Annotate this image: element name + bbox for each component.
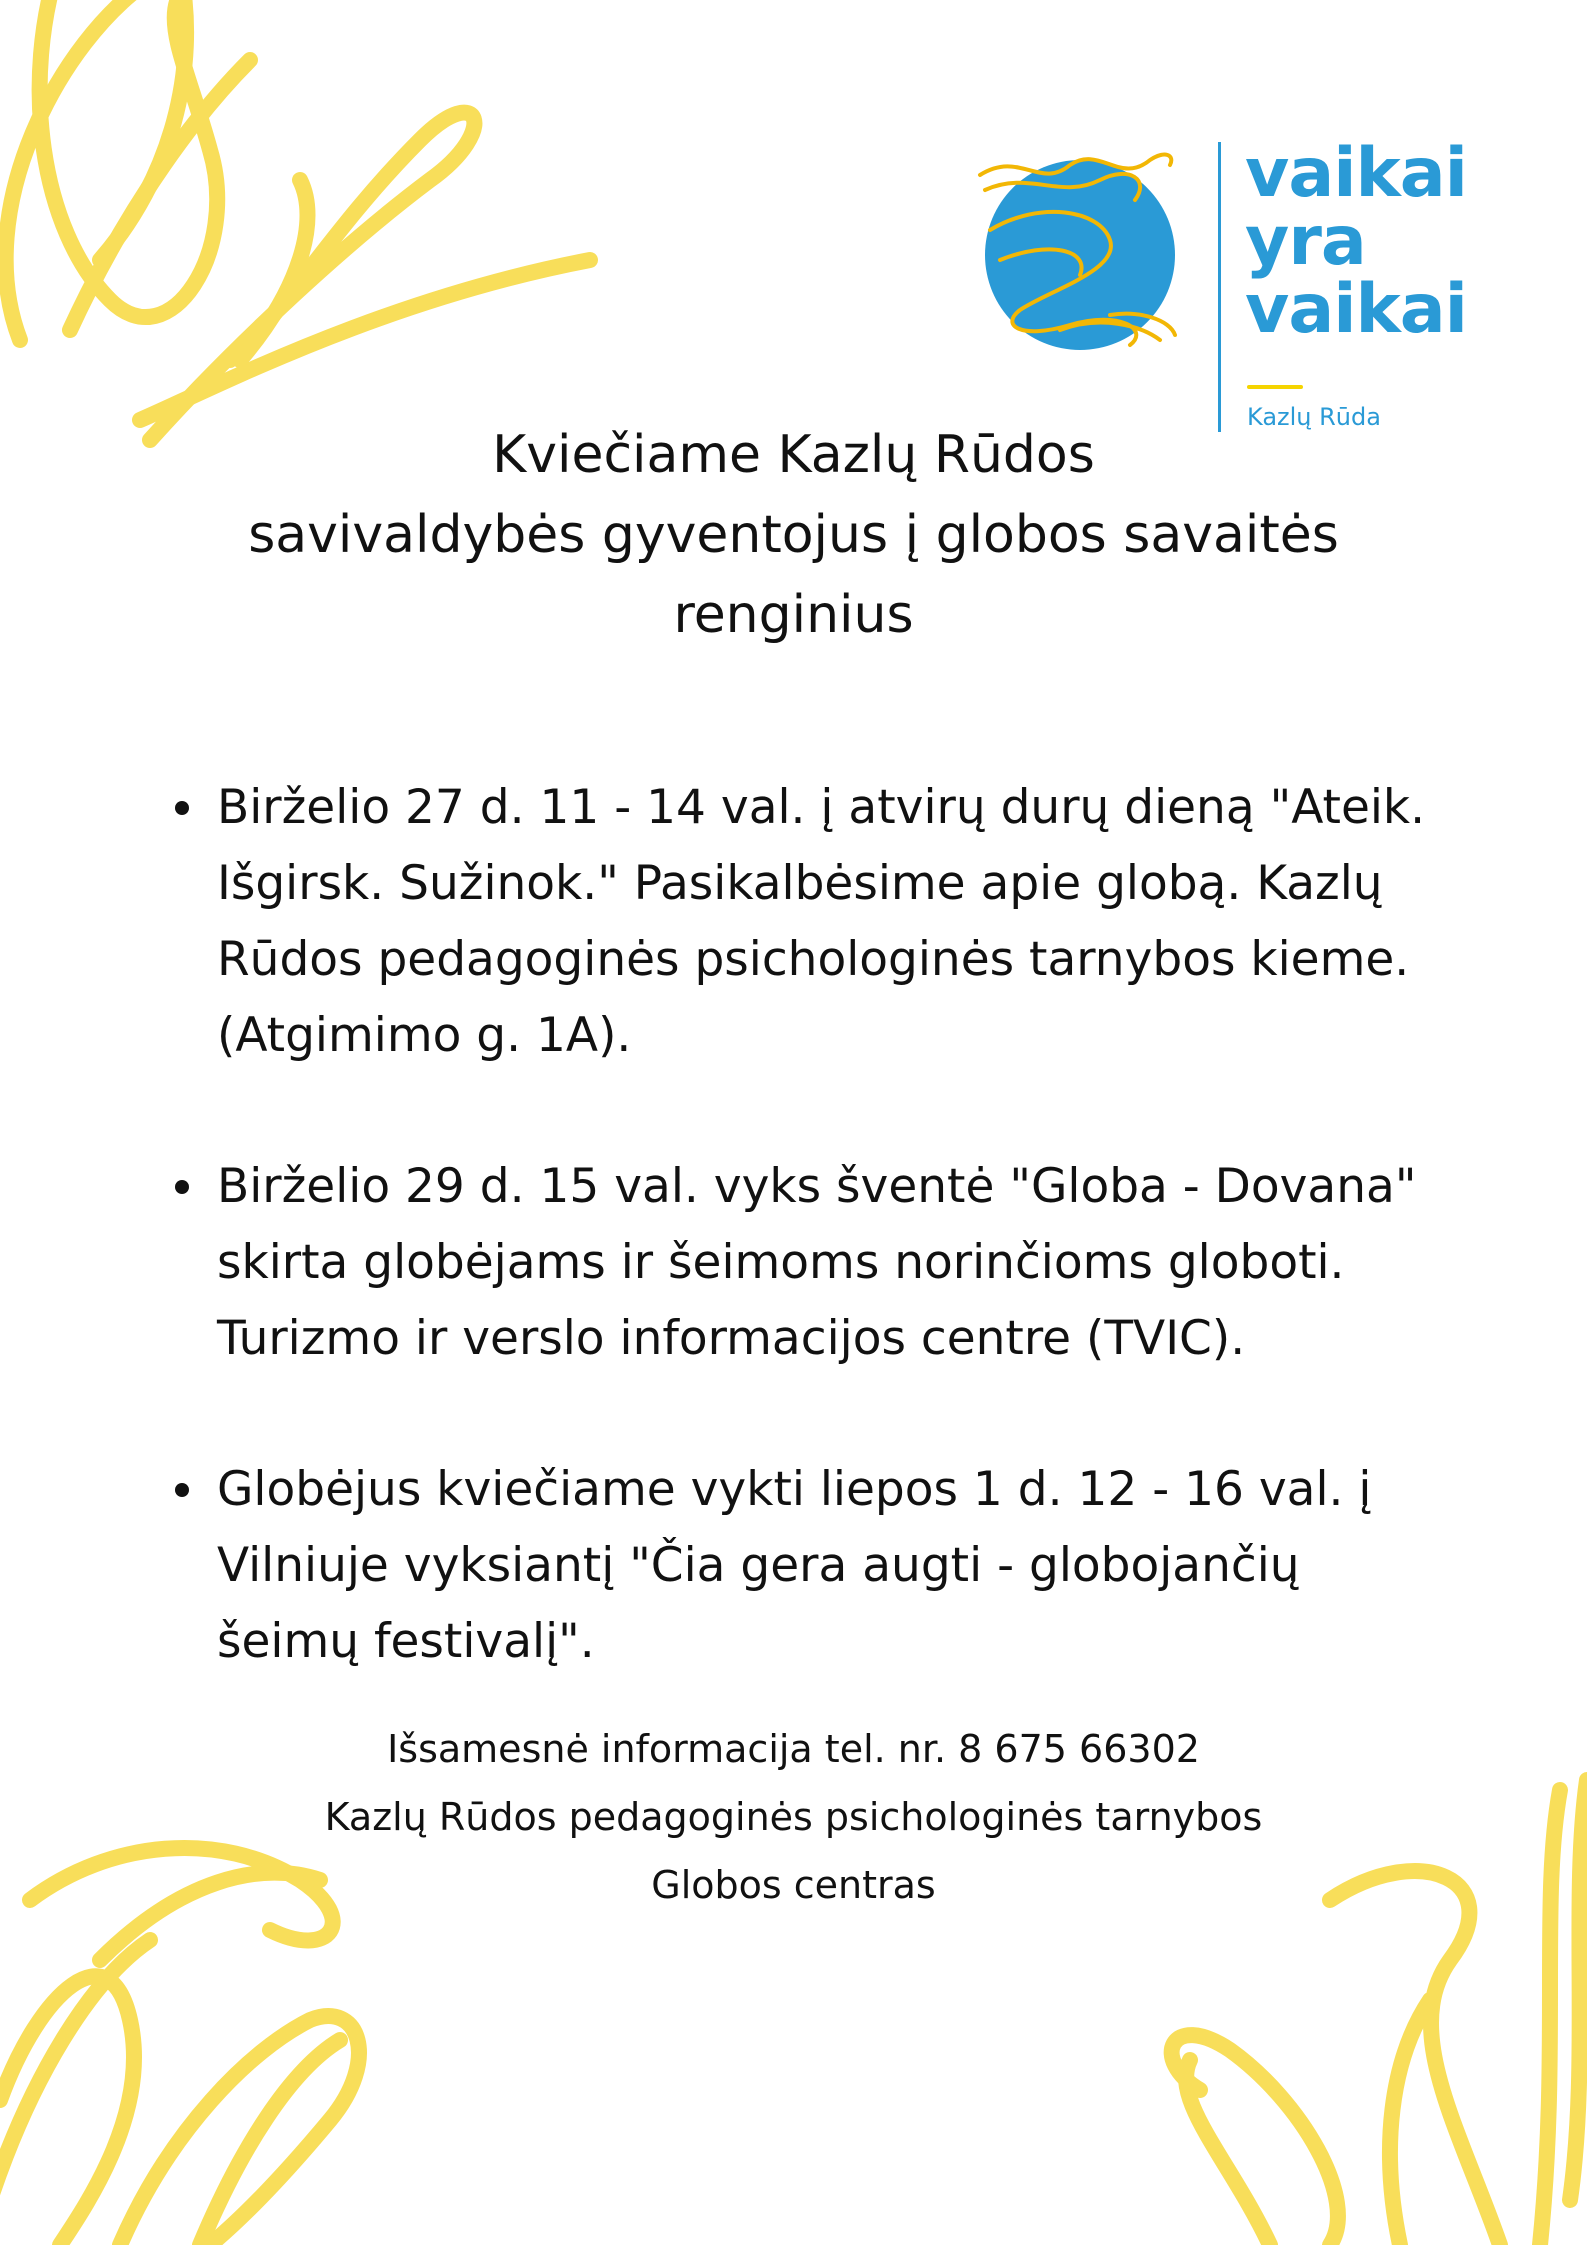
events-list	[175, 770, 1470, 1680]
list-item	[175, 1149, 1470, 1377]
title-line: Kviečiame Kazlų Rūdos	[492, 425, 1095, 485]
title-line: savivaldybės gyventojus į globos savaitės	[248, 505, 1339, 565]
contact-footer	[220, 1715, 1367, 1919]
logo-line: yra	[1245, 202, 1366, 281]
event-line: šeimų festivalį".	[217, 1614, 595, 1669]
event-line: Globėjus kviečiame vykti liepos 1 d. 12 - 16 val. į	[217, 1462, 1372, 1517]
logo-underline	[1247, 385, 1303, 389]
logo-line: vaikai	[1245, 270, 1467, 349]
logo-subtitle: Kazlų Rūda	[1247, 403, 1381, 431]
event-line: Birželio 27 d. 11 - 14 val. į atvirų durų dieną "Ateik.	[217, 780, 1426, 835]
event-line: Vilniuje vyksiantį "Čia gera augti - globojančių	[217, 1538, 1300, 1593]
page-title	[120, 415, 1467, 655]
event-line: (Atgimimo g. 1A).	[217, 1008, 632, 1063]
event-line: Rūdos pedagoginės psichologinės tarnybos kieme.	[217, 932, 1410, 987]
logo-circle-icon	[960, 130, 1200, 360]
title-line: renginius	[673, 585, 914, 645]
event-line: skirta globėjams ir šeimoms norinčioms globoti.	[217, 1235, 1345, 1290]
event-line: Birželio 29 d. 15 val. vyks šventė "Globa - Dovana"	[217, 1159, 1417, 1214]
event-line: Turizmo ir verslo informacijos centre (TVIC).	[217, 1311, 1246, 1366]
footer-line: Kazlų Rūdos pedagoginės psichologinės tarnybos	[324, 1795, 1263, 1839]
list-item	[175, 770, 1470, 1074]
event-line: Išgirsk. Sužinok." Pasikalbėsime apie globą. Kazlų	[217, 856, 1383, 911]
list-item	[175, 1452, 1470, 1680]
footer-line: Globos centras	[651, 1863, 936, 1907]
logo-wordmark	[1245, 134, 1545, 349]
logo-divider	[1218, 142, 1221, 432]
footer-line: Išsamesnė informacija tel. nr. 8 675 66302	[387, 1727, 1200, 1771]
logo-line: vaikai	[1245, 134, 1467, 213]
